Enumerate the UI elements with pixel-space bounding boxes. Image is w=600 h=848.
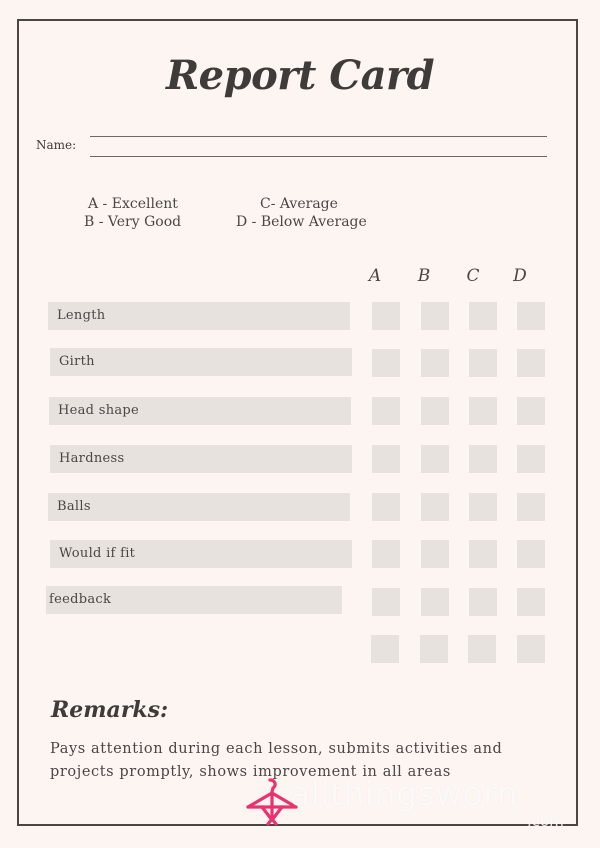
row-label-head-shape: Head shape	[49, 397, 351, 425]
grade-box[interactable]	[372, 445, 400, 473]
remarks-heading: Remarks:	[51, 697, 169, 723]
remarks-text: Pays attention during each lesson, submits activities and projects promptly, shows improvement in all areas	[50, 741, 503, 780]
watermark	[244, 766, 589, 836]
grade-box[interactable]	[421, 302, 449, 330]
name-line-2[interactable]	[90, 156, 547, 157]
legend-c: C- Average	[260, 196, 338, 212]
row-label-would-if-fit: Would if fit	[50, 540, 352, 568]
legend-d: D - Below Average	[236, 214, 367, 230]
row-label-balls: Balls	[48, 493, 350, 521]
grade-box[interactable]	[421, 540, 449, 568]
watermark-text: allthingsworn	[290, 774, 519, 813]
grade-box[interactable]	[371, 635, 399, 663]
grade-box[interactable]	[372, 540, 400, 568]
grade-box[interactable]	[517, 302, 545, 330]
column-header-b: B	[417, 266, 431, 286]
name-label: Name:	[36, 138, 77, 152]
column-header-a: A	[368, 266, 382, 286]
page-title: Report Card	[165, 52, 435, 99]
grade-box[interactable]	[421, 493, 449, 521]
grade-box[interactable]	[517, 540, 545, 568]
name-line-1[interactable]	[90, 136, 547, 137]
grade-box[interactable]	[517, 635, 545, 663]
grade-box[interactable]	[372, 397, 400, 425]
row-label-girth: Girth	[50, 348, 352, 376]
grade-box[interactable]	[469, 493, 497, 521]
grade-box[interactable]	[469, 445, 497, 473]
row-label-length: Length	[48, 302, 350, 330]
grade-box[interactable]	[517, 349, 545, 377]
column-header-c: C	[466, 266, 480, 286]
grade-box[interactable]	[421, 445, 449, 473]
grade-box[interactable]	[421, 397, 449, 425]
grade-box[interactable]	[517, 588, 545, 616]
row-label-hardness: Hardness	[50, 445, 352, 473]
grade-box[interactable]	[468, 635, 496, 663]
grade-box[interactable]	[517, 397, 545, 425]
grade-box[interactable]	[469, 588, 497, 616]
grade-box[interactable]	[517, 445, 545, 473]
grade-box[interactable]	[469, 349, 497, 377]
grade-box[interactable]	[469, 540, 497, 568]
grade-box[interactable]	[372, 349, 400, 377]
column-header-d: D	[513, 266, 527, 286]
watermark-domain: .com	[527, 812, 564, 830]
grade-box[interactable]	[372, 588, 400, 616]
row-label-feedback: feedback	[46, 586, 342, 614]
grade-box[interactable]	[421, 588, 449, 616]
grade-box[interactable]	[469, 302, 497, 330]
legend-b: B - Very Good	[84, 214, 182, 230]
grade-box[interactable]	[420, 635, 448, 663]
grade-box[interactable]	[469, 397, 497, 425]
grade-box[interactable]	[421, 349, 449, 377]
grade-box[interactable]	[372, 493, 400, 521]
legend-a: A - Excellent	[88, 196, 178, 212]
grade-box[interactable]	[372, 302, 400, 330]
grade-box[interactable]	[517, 493, 545, 521]
